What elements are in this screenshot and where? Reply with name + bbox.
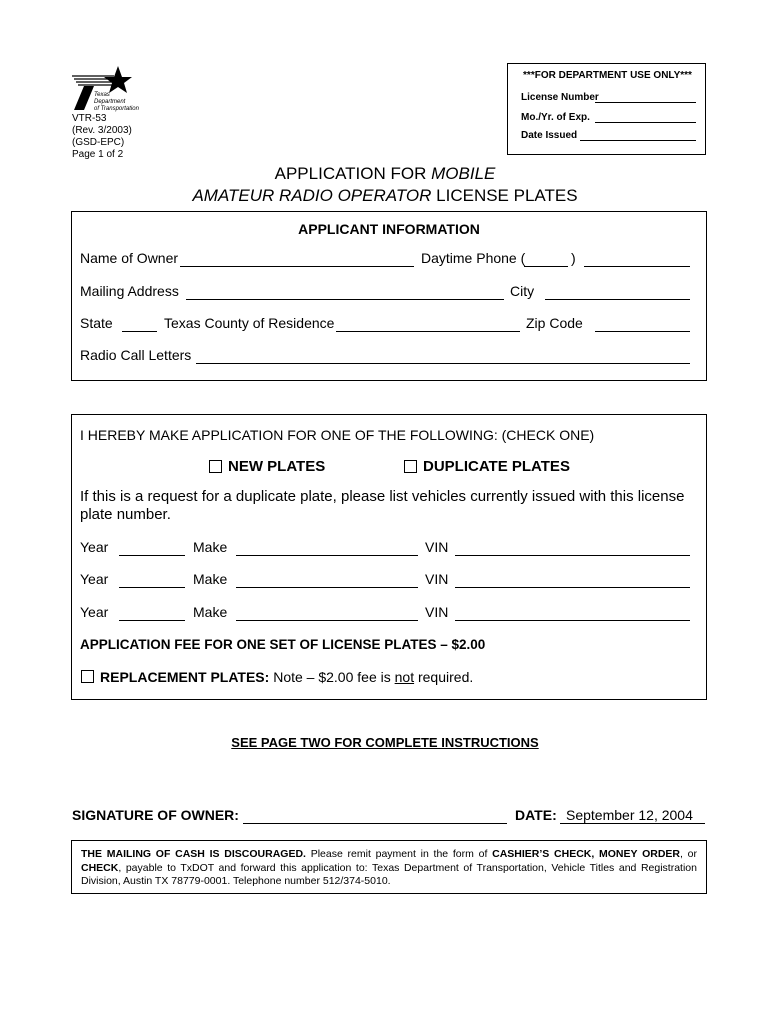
vehicle-vin-field[interactable]: [455, 620, 690, 621]
radio-call-letters-label: Radio Call Letters: [80, 347, 192, 363]
county-label: Texas County of Residence: [164, 315, 335, 331]
duplicate-note: If this is a request for a duplicate plate, please list vehicles currently issued with this license plate number.: [80, 488, 685, 523]
new-plates-checkbox[interactable]: [209, 460, 222, 473]
title-text-italic: AMATEUR RADIO OPERATOR: [192, 186, 432, 205]
vehicle-make-field[interactable]: [236, 555, 418, 556]
city-label: City: [510, 283, 535, 299]
notice-text: Please remit payment in the form of: [305, 848, 493, 860]
form-revision: (Rev. 3/2003): [72, 125, 132, 136]
page-title: [0, 163, 770, 207]
logo-line: Texas: [94, 92, 110, 98]
license-number-label: License Number: [521, 92, 599, 103]
phone-area-code-field[interactable]: [524, 266, 568, 267]
applicant-heading: APPLICANT INFORMATION: [298, 221, 480, 237]
replacement-plates-checkbox[interactable]: [81, 670, 94, 683]
notice-text: CHECK: [81, 861, 119, 874]
duplicate-plates-checkbox[interactable]: [404, 460, 417, 473]
payment-notice-text: [81, 848, 697, 889]
notice-text: CASHIER’S CHECK: [492, 848, 592, 860]
replacement-note: required.: [414, 669, 474, 685]
vehicle-vin-label: VIN: [425, 539, 449, 555]
vehicle-make-field[interactable]: [236, 587, 418, 588]
page-number: Page 1 of 2: [72, 149, 124, 160]
vehicle-year-field[interactable]: [119, 620, 185, 621]
notice-text: ,: [591, 848, 600, 860]
zip-code-label: Zip Code: [526, 315, 583, 331]
notice-text: , or: [680, 848, 697, 860]
vehicle-make-field[interactable]: [236, 620, 418, 621]
vehicle-vin-label: VIN: [425, 604, 449, 620]
form-dept: (GSD-EPC): [72, 137, 125, 148]
see-page-two-notice: SEE PAGE TWO FOR COMPLETE INSTRUCTIONS: [231, 735, 539, 750]
payment-notice-box: [71, 840, 707, 894]
vehicle-year-field[interactable]: [119, 555, 185, 556]
replacement-note: Note – $2.00 fee is: [269, 669, 395, 685]
mailing-address-field[interactable]: [186, 299, 504, 300]
phone-paren: ): [571, 250, 576, 266]
license-number-field[interactable]: [595, 102, 696, 103]
logo-line: of Transportation: [94, 106, 139, 112]
notice-text: THE MAILING OF CASH IS DISCOURAGED.: [81, 848, 306, 860]
vehicle-year-label: Year: [80, 604, 109, 620]
duplicate-plates-label: DUPLICATE PLATES: [423, 458, 570, 475]
form-code: VTR-53: [72, 113, 107, 124]
expiration-field[interactable]: [595, 122, 696, 123]
vehicle-make-label: Make: [193, 571, 228, 587]
new-plates-label: NEW PLATES: [228, 458, 326, 475]
check-one-instruction: I HEREBY MAKE APPLICATION FOR ONE OF THE FOLLOWING: (CHECK ONE): [80, 427, 595, 443]
radio-call-letters-field[interactable]: [196, 363, 690, 364]
vehicle-make-label: Make: [193, 604, 228, 620]
date-value[interactable]: September 12, 2004: [566, 807, 693, 823]
date-field[interactable]: [560, 823, 705, 824]
vehicle-vin-label: VIN: [425, 571, 449, 587]
date-label: DATE:: [515, 807, 557, 823]
title-text: LICENSE PLATES: [431, 186, 578, 205]
owner-name-field[interactable]: [180, 266, 414, 267]
date-issued-label: Date Issued: [521, 130, 578, 141]
city-field[interactable]: [545, 299, 690, 300]
signature-field[interactable]: [243, 823, 507, 824]
date-issued-field[interactable]: [580, 140, 696, 141]
vehicle-year-label: Year: [80, 539, 109, 555]
vehicle-make-label: Make: [193, 539, 228, 555]
notice-text: MONEY ORDER: [599, 848, 680, 860]
expiration-label: Mo./Yr. of Exp.: [521, 112, 590, 123]
application-type-section: [71, 414, 707, 700]
phone-label: Daytime Phone (: [421, 250, 526, 266]
vehicle-vin-field[interactable]: [455, 555, 690, 556]
signature-label: SIGNATURE OF OWNER:: [72, 807, 239, 823]
form-info: [72, 113, 132, 161]
notice-text: , payable to TxDOT and forward this application to: Texas Department of Transportation, Vehicle Titles and Registration Division, Austin TX 78779-0001. Telephone number 512/374-5010.: [81, 861, 697, 887]
department-use-title: ***FOR DEPARTMENT USE ONLY***: [523, 70, 692, 81]
zip-code-field[interactable]: [595, 331, 690, 332]
vehicle-year-label: Year: [80, 571, 109, 587]
state-field[interactable]: [122, 331, 157, 332]
replacement-note-emphasis: not: [394, 669, 415, 685]
title-text-italic: MOBILE: [431, 164, 496, 183]
owner-name-label: Name of Owner: [80, 250, 179, 266]
county-field[interactable]: [336, 331, 520, 332]
department-use-box: [507, 63, 706, 155]
logo-line: Department: [94, 99, 126, 105]
state-label: State: [80, 315, 113, 331]
vehicle-vin-field[interactable]: [455, 587, 690, 588]
mailing-address-label: Mailing Address: [80, 283, 179, 299]
title-text: APPLICATION FOR: [274, 164, 432, 183]
application-fee: APPLICATION FEE FOR ONE SET OF LICENSE PLATES – $2.00: [80, 637, 486, 652]
phone-number-field[interactable]: [584, 266, 690, 267]
vehicle-year-field[interactable]: [119, 587, 185, 588]
replacement-plates-text: [100, 669, 473, 685]
replacement-plates-label: REPLACEMENT PLATES:: [100, 669, 270, 685]
logo-text: [94, 92, 139, 113]
